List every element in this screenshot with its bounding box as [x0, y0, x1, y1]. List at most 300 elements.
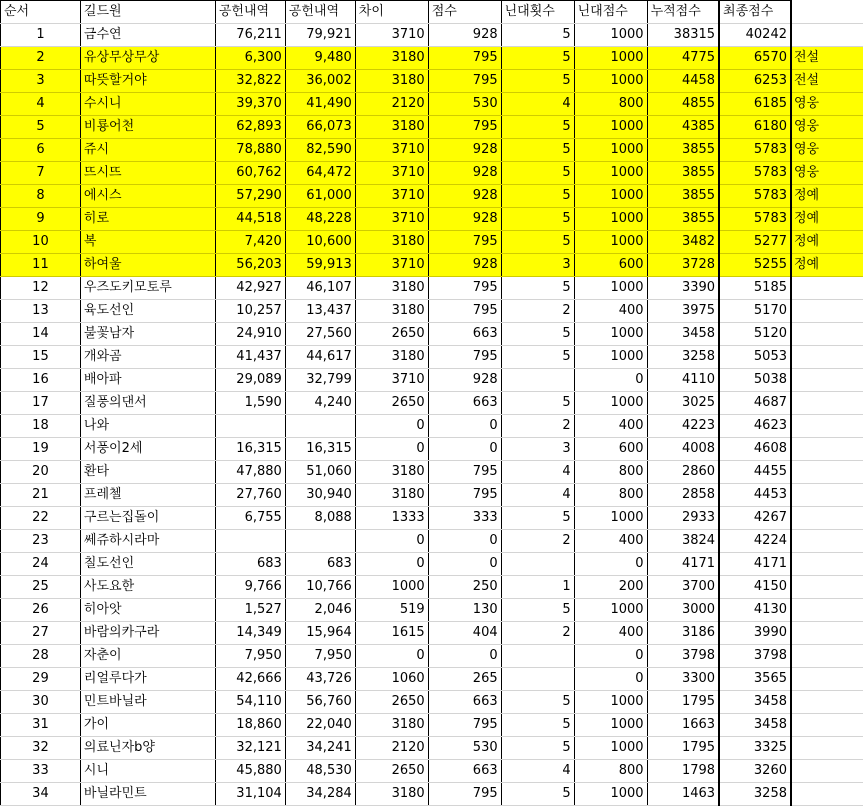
raid-score-cell[interactable]: 0 [574, 553, 647, 576]
raid-score-cell[interactable]: 800 [574, 461, 647, 484]
raid-score-cell[interactable]: 1000 [574, 691, 647, 714]
cumulative-cell[interactable]: 4855 [647, 93, 719, 116]
contribution-1-cell[interactable]: 6,300 [215, 47, 285, 70]
grade-cell[interactable] [791, 737, 863, 760]
raid-score-cell[interactable]: 600 [574, 438, 647, 461]
member-cell[interactable]: 히아앗 [80, 599, 215, 622]
contribution-2-cell[interactable] [285, 415, 355, 438]
order-cell[interactable]: 12 [1, 277, 81, 300]
final-score-cell[interactable]: 3990 [719, 622, 791, 645]
raid-count-cell[interactable]: 5 [501, 392, 574, 415]
contribution-1-cell[interactable]: 7,420 [215, 231, 285, 254]
final-score-cell[interactable]: 5038 [719, 369, 791, 392]
final-score-cell[interactable]: 6253 [719, 70, 791, 93]
final-score-cell[interactable]: 4608 [719, 438, 791, 461]
cumulative-cell[interactable]: 1795 [647, 737, 719, 760]
member-cell[interactable]: 쎄쥬하시라마 [80, 530, 215, 553]
grade-cell[interactable] [791, 392, 863, 415]
cumulative-cell[interactable]: 4385 [647, 116, 719, 139]
final-score-cell[interactable]: 6570 [719, 47, 791, 70]
cumulative-cell[interactable]: 3025 [647, 392, 719, 415]
raid-score-cell[interactable]: 400 [574, 622, 647, 645]
order-cell[interactable]: 9 [1, 208, 81, 231]
contribution-1-cell[interactable]: 45,880 [215, 760, 285, 783]
grade-cell[interactable] [791, 783, 863, 806]
header-cell-contribution-2[interactable]: 공헌내역 [285, 1, 355, 24]
raid-score-cell[interactable]: 1000 [574, 185, 647, 208]
contribution-2-cell[interactable]: 48,530 [285, 760, 355, 783]
raid-score-cell[interactable]: 1000 [574, 116, 647, 139]
contribution-1-cell[interactable] [215, 415, 285, 438]
grade-cell[interactable] [791, 438, 863, 461]
grade-cell[interactable]: 전설 [791, 47, 863, 70]
raid-score-cell[interactable]: 400 [574, 300, 647, 323]
raid-score-cell[interactable]: 0 [574, 369, 647, 392]
contribution-1-cell[interactable]: 29,089 [215, 369, 285, 392]
raid-score-cell[interactable]: 400 [574, 415, 647, 438]
raid-count-cell[interactable]: 5 [501, 323, 574, 346]
raid-score-cell[interactable]: 1000 [574, 47, 647, 70]
grade-cell[interactable] [791, 576, 863, 599]
final-score-cell[interactable]: 4267 [719, 507, 791, 530]
cumulative-cell[interactable]: 3186 [647, 622, 719, 645]
contribution-1-cell[interactable]: 18,860 [215, 714, 285, 737]
raid-count-cell[interactable] [501, 553, 574, 576]
contribution-1-cell[interactable]: 14,349 [215, 622, 285, 645]
difference-cell[interactable]: 1333 [355, 507, 428, 530]
final-score-cell[interactable]: 4224 [719, 530, 791, 553]
raid-count-cell[interactable]: 5 [501, 139, 574, 162]
raid-count-cell[interactable]: 5 [501, 70, 574, 93]
cumulative-cell[interactable]: 4458 [647, 70, 719, 93]
cumulative-cell[interactable]: 2933 [647, 507, 719, 530]
raid-score-cell[interactable]: 1000 [574, 70, 647, 93]
contribution-1-cell[interactable]: 16,315 [215, 438, 285, 461]
score-cell[interactable]: 130 [428, 599, 501, 622]
cumulative-cell[interactable]: 1795 [647, 691, 719, 714]
member-cell[interactable]: 불꽃남자 [80, 323, 215, 346]
contribution-2-cell[interactable]: 41,490 [285, 93, 355, 116]
final-score-cell[interactable]: 3458 [719, 714, 791, 737]
contribution-1-cell[interactable]: 76,211 [215, 24, 285, 47]
cumulative-cell[interactable]: 3482 [647, 231, 719, 254]
raid-count-cell[interactable]: 5 [501, 231, 574, 254]
order-cell[interactable]: 30 [1, 691, 81, 714]
member-cell[interactable]: 서풍이2세 [80, 438, 215, 461]
contribution-1-cell[interactable]: 62,893 [215, 116, 285, 139]
cumulative-cell[interactable]: 4223 [647, 415, 719, 438]
header-cell-raid-count[interactable]: 닌대횟수 [501, 1, 574, 24]
contribution-1-cell[interactable]: 78,880 [215, 139, 285, 162]
cumulative-cell[interactable]: 3390 [647, 277, 719, 300]
final-score-cell[interactable]: 3458 [719, 691, 791, 714]
cumulative-cell[interactable]: 1463 [647, 783, 719, 806]
header-cell-member[interactable]: 길드원 [80, 1, 215, 24]
difference-cell[interactable]: 3710 [355, 254, 428, 277]
contribution-2-cell[interactable]: 2,046 [285, 599, 355, 622]
contribution-2-cell[interactable]: 8,088 [285, 507, 355, 530]
member-cell[interactable]: 수시니 [80, 93, 215, 116]
final-score-cell[interactable]: 4130 [719, 599, 791, 622]
order-cell[interactable]: 3 [1, 70, 81, 93]
difference-cell[interactable]: 3710 [355, 139, 428, 162]
score-cell[interactable]: 0 [428, 553, 501, 576]
final-score-cell[interactable]: 6180 [719, 116, 791, 139]
difference-cell[interactable]: 0 [355, 645, 428, 668]
contribution-2-cell[interactable]: 44,617 [285, 346, 355, 369]
contribution-2-cell[interactable]: 36,002 [285, 70, 355, 93]
cumulative-cell[interactable]: 3855 [647, 139, 719, 162]
score-cell[interactable]: 0 [428, 415, 501, 438]
cumulative-cell[interactable]: 4110 [647, 369, 719, 392]
contribution-2-cell[interactable]: 46,107 [285, 277, 355, 300]
member-cell[interactable]: 쥬시 [80, 139, 215, 162]
member-cell[interactable]: 리얼루다가 [80, 668, 215, 691]
grade-cell[interactable]: 영웅 [791, 162, 863, 185]
order-cell[interactable]: 34 [1, 783, 81, 806]
raid-count-cell[interactable]: 5 [501, 208, 574, 231]
order-cell[interactable]: 33 [1, 760, 81, 783]
raid-score-cell[interactable]: 1000 [574, 139, 647, 162]
grade-cell[interactable] [791, 691, 863, 714]
order-cell[interactable]: 1 [1, 24, 81, 47]
contribution-2-cell[interactable]: 15,964 [285, 622, 355, 645]
order-cell[interactable]: 11 [1, 254, 81, 277]
contribution-1-cell[interactable]: 47,880 [215, 461, 285, 484]
header-cell-score[interactable]: 점수 [428, 1, 501, 24]
raid-count-cell[interactable]: 5 [501, 24, 574, 47]
cumulative-cell[interactable]: 4008 [647, 438, 719, 461]
cumulative-cell[interactable]: 3700 [647, 576, 719, 599]
contribution-1-cell[interactable]: 10,257 [215, 300, 285, 323]
difference-cell[interactable]: 3180 [355, 346, 428, 369]
final-score-cell[interactable]: 4623 [719, 415, 791, 438]
raid-count-cell[interactable]: 4 [501, 461, 574, 484]
contribution-2-cell[interactable]: 27,560 [285, 323, 355, 346]
member-cell[interactable]: 하여울 [80, 254, 215, 277]
order-cell[interactable]: 5 [1, 116, 81, 139]
order-cell[interactable]: 25 [1, 576, 81, 599]
order-cell[interactable]: 7 [1, 162, 81, 185]
grade-cell[interactable]: 정예 [791, 185, 863, 208]
cumulative-cell[interactable]: 3975 [647, 300, 719, 323]
score-cell[interactable]: 795 [428, 346, 501, 369]
header-cell-difference[interactable]: 차이 [355, 1, 428, 24]
score-cell[interactable]: 530 [428, 737, 501, 760]
contribution-1-cell[interactable]: 56,203 [215, 254, 285, 277]
member-cell[interactable]: 히로 [80, 208, 215, 231]
order-cell[interactable]: 17 [1, 392, 81, 415]
cumulative-cell[interactable]: 3000 [647, 599, 719, 622]
grade-cell[interactable] [791, 645, 863, 668]
contribution-2-cell[interactable]: 56,760 [285, 691, 355, 714]
final-score-cell[interactable]: 5783 [719, 185, 791, 208]
score-cell[interactable]: 795 [428, 461, 501, 484]
grade-cell[interactable] [791, 714, 863, 737]
member-cell[interactable]: 복 [80, 231, 215, 254]
contribution-2-cell[interactable] [285, 530, 355, 553]
difference-cell[interactable]: 519 [355, 599, 428, 622]
cumulative-cell[interactable]: 2860 [647, 461, 719, 484]
order-cell[interactable]: 23 [1, 530, 81, 553]
raid-score-cell[interactable]: 1000 [574, 737, 647, 760]
final-score-cell[interactable]: 5277 [719, 231, 791, 254]
raid-score-cell[interactable]: 1000 [574, 783, 647, 806]
contribution-1-cell[interactable]: 1,527 [215, 599, 285, 622]
raid-score-cell[interactable]: 600 [574, 254, 647, 277]
member-cell[interactable]: 뜨시뜨 [80, 162, 215, 185]
final-score-cell[interactable]: 4150 [719, 576, 791, 599]
final-score-cell[interactable]: 5185 [719, 277, 791, 300]
grade-cell[interactable] [791, 323, 863, 346]
contribution-1-cell[interactable]: 7,950 [215, 645, 285, 668]
raid-score-cell[interactable]: 1000 [574, 24, 647, 47]
cumulative-cell[interactable]: 4171 [647, 553, 719, 576]
cumulative-cell[interactable]: 1798 [647, 760, 719, 783]
score-cell[interactable]: 530 [428, 93, 501, 116]
member-cell[interactable]: 구르는집돌이 [80, 507, 215, 530]
cumulative-cell[interactable]: 3258 [647, 346, 719, 369]
score-cell[interactable]: 663 [428, 760, 501, 783]
raid-count-cell[interactable]: 2 [501, 530, 574, 553]
order-cell[interactable]: 27 [1, 622, 81, 645]
member-cell[interactable]: 개와곰 [80, 346, 215, 369]
raid-count-cell[interactable]: 5 [501, 346, 574, 369]
difference-cell[interactable]: 2120 [355, 737, 428, 760]
cumulative-cell[interactable]: 3855 [647, 208, 719, 231]
difference-cell[interactable]: 3710 [355, 208, 428, 231]
score-cell[interactable]: 928 [428, 369, 501, 392]
cumulative-cell[interactable]: 3855 [647, 162, 719, 185]
grade-cell[interactable]: 정예 [791, 254, 863, 277]
raid-count-cell[interactable]: 1 [501, 576, 574, 599]
raid-count-cell[interactable]: 5 [501, 714, 574, 737]
final-score-cell[interactable]: 3260 [719, 760, 791, 783]
contribution-1-cell[interactable]: 6,755 [215, 507, 285, 530]
member-cell[interactable]: 시니 [80, 760, 215, 783]
cumulative-cell[interactable]: 2858 [647, 484, 719, 507]
score-cell[interactable]: 795 [428, 783, 501, 806]
difference-cell[interactable]: 3180 [355, 116, 428, 139]
order-cell[interactable]: 28 [1, 645, 81, 668]
score-cell[interactable]: 795 [428, 714, 501, 737]
raid-score-cell[interactable]: 400 [574, 530, 647, 553]
order-cell[interactable]: 29 [1, 668, 81, 691]
final-score-cell[interactable]: 40242 [719, 24, 791, 47]
raid-count-cell[interactable]: 5 [501, 691, 574, 714]
member-cell[interactable]: 에시스 [80, 185, 215, 208]
score-cell[interactable]: 928 [428, 162, 501, 185]
difference-cell[interactable]: 3710 [355, 369, 428, 392]
grade-cell[interactable]: 전설 [791, 70, 863, 93]
member-cell[interactable]: 배아파 [80, 369, 215, 392]
contribution-1-cell[interactable] [215, 530, 285, 553]
member-cell[interactable]: 우즈도키모토루 [80, 277, 215, 300]
order-cell[interactable]: 26 [1, 599, 81, 622]
contribution-2-cell[interactable]: 64,472 [285, 162, 355, 185]
final-score-cell[interactable]: 4171 [719, 553, 791, 576]
score-cell[interactable]: 795 [428, 484, 501, 507]
grade-cell[interactable]: 영웅 [791, 116, 863, 139]
raid-score-cell[interactable]: 1000 [574, 507, 647, 530]
difference-cell[interactable]: 3180 [355, 461, 428, 484]
grade-cell[interactable] [791, 507, 863, 530]
grade-cell[interactable] [791, 346, 863, 369]
score-cell[interactable]: 663 [428, 323, 501, 346]
difference-cell[interactable]: 1060 [355, 668, 428, 691]
order-cell[interactable]: 31 [1, 714, 81, 737]
raid-count-cell[interactable]: 2 [501, 300, 574, 323]
raid-score-cell[interactable]: 200 [574, 576, 647, 599]
member-cell[interactable]: 환타 [80, 461, 215, 484]
score-cell[interactable]: 928 [428, 254, 501, 277]
raid-count-cell[interactable]: 4 [501, 760, 574, 783]
cumulative-cell[interactable]: 3798 [647, 645, 719, 668]
member-cell[interactable]: 자춘이 [80, 645, 215, 668]
grade-cell[interactable] [791, 24, 863, 47]
cumulative-cell[interactable]: 1663 [647, 714, 719, 737]
final-score-cell[interactable]: 4687 [719, 392, 791, 415]
final-score-cell[interactable]: 3325 [719, 737, 791, 760]
contribution-2-cell[interactable]: 82,590 [285, 139, 355, 162]
header-cell-final[interactable]: 최종점수 [719, 1, 791, 24]
score-cell[interactable]: 0 [428, 645, 501, 668]
difference-cell[interactable]: 3710 [355, 162, 428, 185]
raid-count-cell[interactable]: 4 [501, 484, 574, 507]
contribution-1-cell[interactable]: 32,822 [215, 70, 285, 93]
raid-count-cell[interactable]: 5 [501, 599, 574, 622]
grade-cell[interactable] [791, 553, 863, 576]
contribution-1-cell[interactable]: 31,104 [215, 783, 285, 806]
score-cell[interactable]: 928 [428, 139, 501, 162]
raid-count-cell[interactable]: 5 [501, 277, 574, 300]
member-cell[interactable]: 의료닌자b양 [80, 737, 215, 760]
contribution-1-cell[interactable]: 32,121 [215, 737, 285, 760]
grade-cell[interactable]: 영웅 [791, 139, 863, 162]
final-score-cell[interactable]: 4455 [719, 461, 791, 484]
raid-score-cell[interactable]: 1000 [574, 392, 647, 415]
final-score-cell[interactable]: 5783 [719, 139, 791, 162]
member-cell[interactable]: 육도선인 [80, 300, 215, 323]
contribution-2-cell[interactable]: 7,950 [285, 645, 355, 668]
raid-score-cell[interactable]: 800 [574, 760, 647, 783]
score-cell[interactable]: 928 [428, 185, 501, 208]
final-score-cell[interactable]: 4453 [719, 484, 791, 507]
grade-cell[interactable] [791, 461, 863, 484]
score-cell[interactable]: 928 [428, 24, 501, 47]
order-cell[interactable]: 13 [1, 300, 81, 323]
final-score-cell[interactable]: 5120 [719, 323, 791, 346]
contribution-2-cell[interactable]: 61,000 [285, 185, 355, 208]
contribution-2-cell[interactable]: 32,799 [285, 369, 355, 392]
raid-score-cell[interactable]: 1000 [574, 208, 647, 231]
grade-cell[interactable] [791, 622, 863, 645]
raid-count-cell[interactable]: 4 [501, 93, 574, 116]
order-cell[interactable]: 24 [1, 553, 81, 576]
grade-cell[interactable] [791, 300, 863, 323]
contribution-1-cell[interactable]: 1,590 [215, 392, 285, 415]
final-score-cell[interactable]: 5053 [719, 346, 791, 369]
final-score-cell[interactable]: 5783 [719, 162, 791, 185]
order-cell[interactable]: 2 [1, 47, 81, 70]
member-cell[interactable]: 사도요한 [80, 576, 215, 599]
final-score-cell[interactable]: 3798 [719, 645, 791, 668]
grade-cell[interactable] [791, 484, 863, 507]
member-cell[interactable]: 금수연 [80, 24, 215, 47]
order-cell[interactable]: 15 [1, 346, 81, 369]
difference-cell[interactable]: 1000 [355, 576, 428, 599]
member-cell[interactable]: 비룡어천 [80, 116, 215, 139]
raid-score-cell[interactable]: 0 [574, 668, 647, 691]
difference-cell[interactable]: 2650 [355, 392, 428, 415]
raid-count-cell[interactable]: 3 [501, 254, 574, 277]
difference-cell[interactable]: 3180 [355, 277, 428, 300]
score-cell[interactable]: 795 [428, 277, 501, 300]
score-cell[interactable]: 795 [428, 231, 501, 254]
score-cell[interactable]: 0 [428, 438, 501, 461]
score-cell[interactable]: 663 [428, 392, 501, 415]
final-score-cell[interactable]: 3258 [719, 783, 791, 806]
contribution-2-cell[interactable]: 48,228 [285, 208, 355, 231]
score-cell[interactable]: 333 [428, 507, 501, 530]
difference-cell[interactable]: 1615 [355, 622, 428, 645]
raid-count-cell[interactable]: 5 [501, 162, 574, 185]
raid-count-cell[interactable]: 5 [501, 507, 574, 530]
contribution-1-cell[interactable]: 683 [215, 553, 285, 576]
score-cell[interactable]: 663 [428, 691, 501, 714]
contribution-1-cell[interactable]: 44,518 [215, 208, 285, 231]
difference-cell[interactable]: 3180 [355, 783, 428, 806]
order-cell[interactable]: 18 [1, 415, 81, 438]
difference-cell[interactable]: 0 [355, 438, 428, 461]
order-cell[interactable]: 20 [1, 461, 81, 484]
raid-score-cell[interactable]: 1000 [574, 162, 647, 185]
member-cell[interactable]: 따뜻할거야 [80, 70, 215, 93]
raid-count-cell[interactable]: 5 [501, 116, 574, 139]
contribution-1-cell[interactable]: 27,760 [215, 484, 285, 507]
difference-cell[interactable]: 2650 [355, 691, 428, 714]
contribution-1-cell[interactable]: 57,290 [215, 185, 285, 208]
cumulative-cell[interactable]: 3300 [647, 668, 719, 691]
difference-cell[interactable]: 3180 [355, 300, 428, 323]
order-cell[interactable]: 21 [1, 484, 81, 507]
contribution-1-cell[interactable]: 54,110 [215, 691, 285, 714]
order-cell[interactable]: 8 [1, 185, 81, 208]
raid-count-cell[interactable]: 2 [501, 622, 574, 645]
grade-cell[interactable] [791, 277, 863, 300]
grade-cell[interactable] [791, 369, 863, 392]
contribution-1-cell[interactable]: 24,910 [215, 323, 285, 346]
contribution-2-cell[interactable]: 16,315 [285, 438, 355, 461]
contribution-1-cell[interactable]: 42,666 [215, 668, 285, 691]
grade-cell[interactable] [791, 415, 863, 438]
cumulative-cell[interactable]: 4775 [647, 47, 719, 70]
raid-score-cell[interactable]: 1000 [574, 277, 647, 300]
final-score-cell[interactable]: 5170 [719, 300, 791, 323]
contribution-1-cell[interactable]: 41,437 [215, 346, 285, 369]
raid-count-cell[interactable]: 3 [501, 438, 574, 461]
difference-cell[interactable]: 3180 [355, 70, 428, 93]
header-cell-raid-score[interactable]: 닌대점수 [574, 1, 647, 24]
contribution-1-cell[interactable]: 9,766 [215, 576, 285, 599]
raid-score-cell[interactable]: 800 [574, 93, 647, 116]
member-cell[interactable]: 칠도선인 [80, 553, 215, 576]
contribution-1-cell[interactable]: 60,762 [215, 162, 285, 185]
header-cell-blank[interactable] [791, 1, 863, 24]
raid-score-cell[interactable]: 0 [574, 645, 647, 668]
grade-cell[interactable]: 정예 [791, 231, 863, 254]
contribution-2-cell[interactable]: 4,240 [285, 392, 355, 415]
